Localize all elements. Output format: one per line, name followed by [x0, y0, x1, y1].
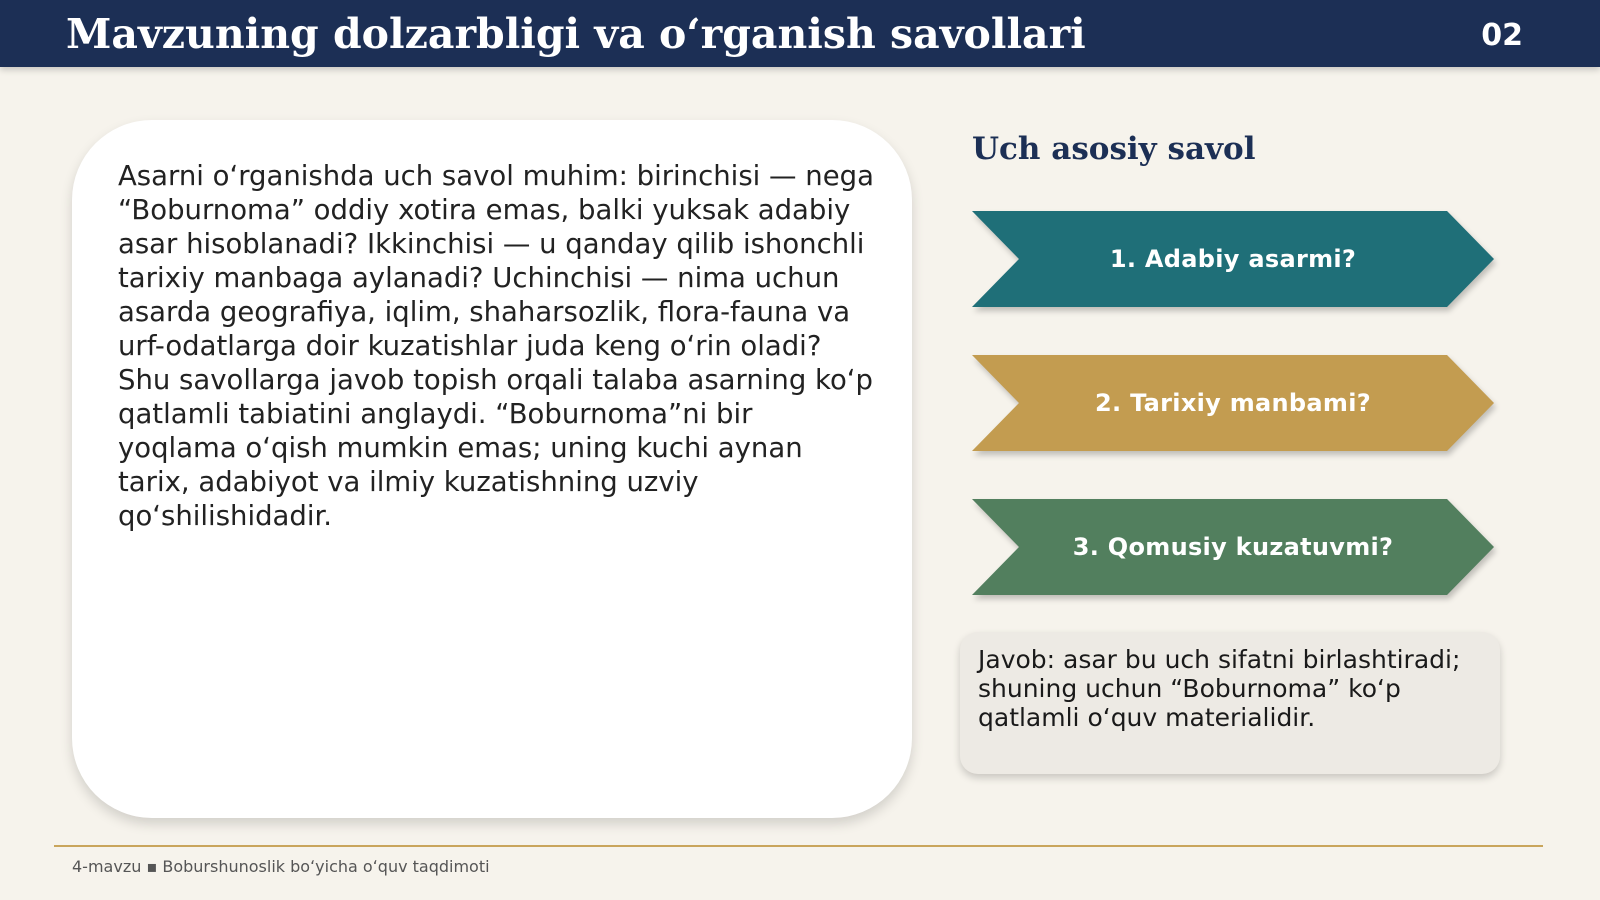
question-label-3: 3. Qomusiy kuzatuvmi? [1072, 533, 1394, 561]
question-label-1: 1. Adabiy asarmi? [1109, 245, 1357, 273]
page-number: 02 [1481, 18, 1523, 53]
question-chevron-2 [972, 355, 1494, 451]
answer-box [960, 632, 1500, 774]
main-text: Asarni oʻrganishda uch savol muhim: birinchisi — nega “Boburnoma” oddiy xotira emas, balki yuksak adabiy asar hisoblanadi? Ikkinchisi — u qanday qilib ishonchli tarixiy manbaga aylanadi? Uchinchisi — nima uchun asarda geografiya, iqlim, shaharsozlik, flora-fauna va urf-odatlarga doir kuzatishlar juda keng oʻrin oladi? Shu savollarga javob topish orqali talaba asarning koʻp qatlamli tabiatini anglaydi. “Boburnoma”ni bir yoqlama oʻqish mumkin emas; uning kuchi aynan tarix, adabiyot va ilmiy kuzatishning uzviy qoʻshilishidadir. [118, 160, 874, 532]
answer-text: Javob: asar bu uch sifatni birlashtiradi; shuning uchun “Boburnoma” koʻp qatlamli oʻquv materialidir. [978, 645, 1461, 732]
question-chevron-3 [972, 499, 1494, 595]
question-label-2: 2. Tarixiy manbami? [1095, 389, 1371, 417]
slide-title: Mavzuning dolzarbligi va oʻrganish savollari [66, 10, 1086, 58]
footer-divider [54, 845, 1543, 847]
main-text-card [72, 120, 912, 818]
slide-header [0, 0, 1600, 67]
questions-heading: Uch asosiy savol [972, 131, 1256, 167]
question-chevron-1 [972, 211, 1494, 307]
footer-text: 4-mavzu ▪ Boburshunoslik boʻyicha oʻquv taqdimoti [72, 857, 490, 876]
